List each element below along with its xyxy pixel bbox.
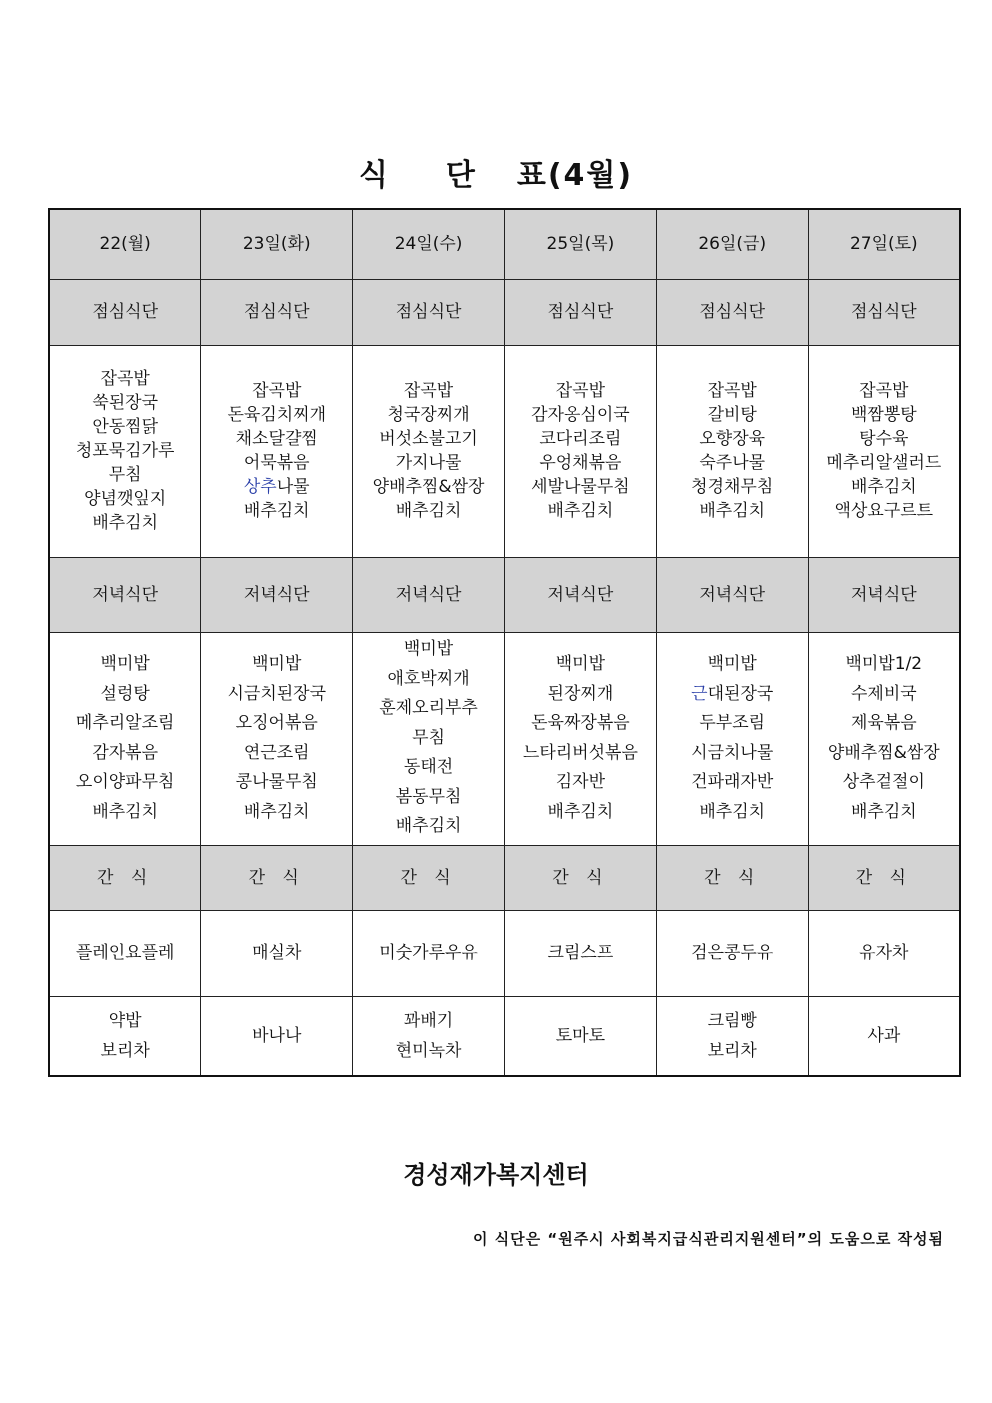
snack-header: 간 식 bbox=[808, 845, 960, 910]
lunch-cell bbox=[201, 345, 353, 557]
dinner-item: 백미밥 bbox=[707, 654, 757, 674]
dinner-item: 오징어볶음 bbox=[235, 713, 318, 733]
dinner-item: 근대된장국 bbox=[691, 683, 774, 704]
snack-row-2 bbox=[49, 996, 960, 1076]
day-header: 23일(화) bbox=[201, 209, 353, 279]
dinner-item: 제육볶음 bbox=[850, 713, 917, 733]
lunch-item: 잡곡밥 bbox=[555, 381, 606, 401]
dinner-item: 콩나물무침 bbox=[235, 772, 318, 792]
dinner-item: 배추김치 bbox=[699, 801, 766, 822]
lunch-item: 쑥된장국 bbox=[92, 393, 159, 413]
day-header: 25일(목) bbox=[504, 209, 656, 279]
lunch-row bbox=[49, 345, 960, 557]
lunch-item: 세발나물무침 bbox=[531, 477, 630, 497]
dinner-item: 김자반 bbox=[555, 772, 606, 792]
snack-cell: 검은콩두유 bbox=[656, 910, 808, 996]
dinner-cell bbox=[49, 632, 201, 845]
lunch-header: 점심식단 bbox=[353, 279, 505, 345]
lunch-item: 숙주나물 bbox=[699, 453, 766, 473]
dinner-item: 돈육짜장볶음 bbox=[531, 713, 630, 733]
lunch-item: 안동찜닭 bbox=[92, 417, 159, 437]
lunch-item: 백짬뽕탕 bbox=[850, 405, 917, 425]
dinner-header: 저녁식단 bbox=[808, 557, 960, 632]
lunch-item: 잡곡밥 bbox=[859, 381, 909, 401]
snack-item: 토마토 bbox=[555, 1025, 606, 1046]
dinner-item: 배추김치 bbox=[395, 816, 462, 837]
dinner-item: 애호박찌개 bbox=[387, 668, 470, 689]
dinner-cell bbox=[201, 632, 353, 845]
lunch-header: 점심식단 bbox=[49, 279, 201, 345]
lunch-header: 점심식단 bbox=[808, 279, 960, 345]
snack-cell: 유자차 bbox=[808, 910, 960, 996]
dinner-item: 상추겉절이 bbox=[842, 772, 925, 792]
dinner-header: 저녁식단 bbox=[49, 557, 201, 632]
lunch-item: 메추리알샐러드 bbox=[826, 453, 942, 473]
dinner-item: 배추김치 bbox=[92, 801, 159, 822]
dinner-item: 백미밥 bbox=[252, 654, 302, 674]
snack-cell bbox=[201, 996, 353, 1076]
lunch-header: 점심식단 bbox=[656, 279, 808, 345]
lunch-item: 배추김치 bbox=[850, 477, 917, 497]
snack-header: 간 식 bbox=[353, 845, 505, 910]
lunch-item: 가지나물 bbox=[395, 453, 462, 473]
lunch-item: 잡곡밥 bbox=[403, 381, 454, 401]
center-name: 경성재가복지센터 bbox=[403, 1161, 589, 1189]
lunch-item: 우엉채볶음 bbox=[539, 453, 622, 473]
lunch-item: 무침 bbox=[108, 465, 142, 485]
title-part-2: 단 bbox=[445, 158, 477, 193]
snack-item: 바나나 bbox=[252, 1025, 302, 1046]
dinner-cell bbox=[353, 632, 505, 845]
snack-header: 간 식 bbox=[504, 845, 656, 910]
lunch-item: 배추김치 bbox=[699, 501, 766, 521]
day-header: 22(월) bbox=[49, 209, 201, 279]
dinner-header: 저녁식단 bbox=[656, 557, 808, 632]
lunch-header: 점심식단 bbox=[201, 279, 353, 345]
title-part-1: 식 bbox=[358, 158, 390, 193]
credit-note: 이 식단은 “원주시 사회복지급식관리지원센터”의 도움으로 작성됨 bbox=[472, 1230, 944, 1248]
dinner-item: 수제비국 bbox=[850, 683, 917, 704]
lunch-cell bbox=[504, 345, 656, 557]
lunch-item: 배추김치 bbox=[395, 501, 462, 521]
lunch-item: 배추김치 bbox=[547, 501, 614, 521]
dinner-item: 동태전 bbox=[403, 757, 454, 778]
dinner-item: 배추김치 bbox=[547, 801, 614, 822]
dinner-item: 배추김치 bbox=[850, 801, 917, 822]
lunch-item: 어묵볶음 bbox=[243, 453, 310, 473]
dinner-item: 감자볶음 bbox=[92, 742, 159, 763]
dinner-item: 시금치된장국 bbox=[227, 683, 327, 704]
lunch-cell bbox=[656, 345, 808, 557]
lunch-item: 갈비탕 bbox=[707, 405, 757, 425]
dinner-cell bbox=[808, 632, 960, 845]
snack-header: 간 식 bbox=[656, 845, 808, 910]
snack-item: 약밥 bbox=[108, 1010, 142, 1031]
lunch-item: 잡곡밥 bbox=[100, 369, 150, 389]
dinner-cell bbox=[656, 632, 808, 845]
dinner-item: 건파래자반 bbox=[691, 772, 774, 792]
dinner-item: 배추김치 bbox=[243, 801, 310, 822]
dinner-header: 저녁식단 bbox=[201, 557, 353, 632]
dinner-item: 두부조림 bbox=[699, 713, 766, 733]
dinner-header: 저녁식단 bbox=[353, 557, 505, 632]
snack-header-row bbox=[49, 845, 960, 910]
lunch-item: 청국장찌개 bbox=[387, 405, 470, 425]
dinner-item: 백미밥1/2 bbox=[845, 654, 923, 674]
dinner-item: 훈제오리부추 bbox=[379, 698, 478, 719]
dinner-item: 설렁탕 bbox=[100, 683, 150, 704]
dinner-item: 오이양파무침 bbox=[75, 772, 175, 792]
lunch-item: 액상요구르트 bbox=[834, 501, 934, 521]
dinner-item: 봄동무침 bbox=[395, 786, 462, 807]
dinner-item: 백미밥 bbox=[555, 654, 606, 674]
lunch-item: 버섯소불고기 bbox=[379, 429, 478, 449]
lunch-item: 잡곡밥 bbox=[252, 381, 302, 401]
lunch-item: 채소달걀찜 bbox=[235, 429, 318, 449]
snack-cell: 크림스프 bbox=[504, 910, 656, 996]
dinner-cell bbox=[504, 632, 656, 845]
dinner-item: 무침 bbox=[412, 727, 445, 748]
lunch-item: 양념깻잎지 bbox=[84, 489, 167, 509]
highlight-text: 근 bbox=[691, 683, 708, 704]
lunch-cell bbox=[353, 345, 505, 557]
day-header-row bbox=[49, 209, 960, 279]
snack-header: 간 식 bbox=[49, 845, 201, 910]
snack-item: 사과 bbox=[867, 1025, 901, 1046]
dinner-item: 메추리알조림 bbox=[75, 713, 175, 733]
lunch-item: 배추김치 bbox=[243, 501, 310, 521]
lunch-item: 배추김치 bbox=[92, 513, 159, 533]
title-part-3: 표(4월) bbox=[516, 158, 634, 193]
dinner-item: 된장찌개 bbox=[547, 683, 614, 704]
lunch-cell bbox=[49, 345, 201, 557]
lunch-item: 코다리조림 bbox=[539, 429, 622, 449]
snack-cell bbox=[504, 996, 656, 1076]
menu-table bbox=[48, 208, 961, 1077]
lunch-item: 청경채무침 bbox=[691, 477, 774, 497]
dinner-item: 연근조림 bbox=[243, 742, 310, 763]
highlight-text: 상추 bbox=[243, 477, 277, 497]
snack-cell bbox=[808, 996, 960, 1076]
lunch-item: 감자옹심이국 bbox=[531, 405, 630, 425]
lunch-item: 탕수육 bbox=[859, 429, 909, 449]
snack-cell: 플레인요플레 bbox=[49, 910, 201, 996]
snack-item: 꽈배기 bbox=[403, 1010, 454, 1031]
dinner-header-row bbox=[49, 557, 960, 632]
day-header: 26일(금) bbox=[656, 209, 808, 279]
snack-item: 현미녹차 bbox=[395, 1040, 462, 1061]
dinner-item: 양배추찜&쌈장 bbox=[827, 742, 940, 763]
day-header: 24일(수) bbox=[353, 209, 505, 279]
lunch-item: 잡곡밥 bbox=[707, 381, 757, 401]
snack-cell: 매실차 bbox=[201, 910, 353, 996]
lunch-item: 청포묵김가루 bbox=[75, 441, 175, 461]
snack-item: 크림빵 bbox=[707, 1010, 757, 1031]
lunch-header-row bbox=[49, 279, 960, 345]
snack-cell: 미숫가루우유 bbox=[353, 910, 505, 996]
dinner-row bbox=[49, 632, 960, 845]
snack-cell bbox=[353, 996, 505, 1076]
lunch-cell bbox=[808, 345, 960, 557]
page-title bbox=[0, 150, 992, 194]
snack-cell bbox=[49, 996, 201, 1076]
lunch-item: 상추나물 bbox=[243, 477, 310, 497]
dinner-item: 시금치나물 bbox=[691, 742, 774, 763]
snack-row-1 bbox=[49, 910, 960, 996]
snack-cell bbox=[656, 996, 808, 1076]
dinner-item: 백미밥 bbox=[100, 654, 150, 674]
snack-header: 간 식 bbox=[201, 845, 353, 910]
day-header: 27일(토) bbox=[808, 209, 960, 279]
dinner-item: 느타리버섯볶음 bbox=[522, 742, 638, 763]
dinner-item: 백미밥 bbox=[403, 639, 454, 660]
lunch-header: 점심식단 bbox=[504, 279, 656, 345]
dinner-header: 저녁식단 bbox=[504, 557, 656, 632]
lunch-item: 양배추찜&쌈장 bbox=[372, 477, 485, 497]
snack-item: 보리차 bbox=[100, 1040, 150, 1061]
lunch-item: 돈육김치찌개 bbox=[227, 405, 327, 425]
snack-item: 보리차 bbox=[707, 1040, 757, 1061]
lunch-item: 오향장육 bbox=[699, 429, 766, 449]
